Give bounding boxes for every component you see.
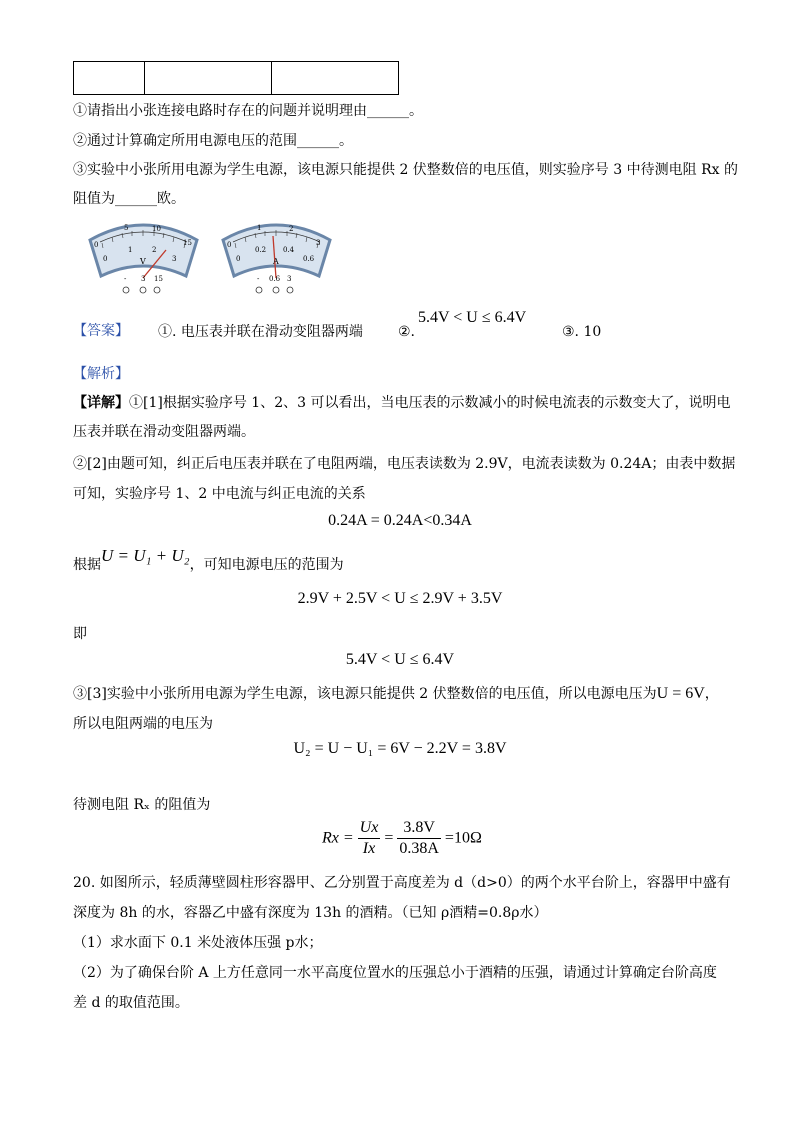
table-cell	[74, 62, 145, 95]
svg-text:0: 0	[94, 241, 99, 249]
voltmeter-dial	[90, 225, 197, 276]
svg-text:3: 3	[172, 255, 177, 263]
equation-2: 2.9V + 2.5V < U ≤ 2.9V + 3.5V	[297, 590, 503, 607]
detail-line1: 【详解】①[1]根据实验序号 1、2、3 可以看出，当电压表的示数减小的时候电流表的示数变大了，说明电	[73, 395, 731, 411]
equation-5: Rx = $\frac{Ux}{Ix}$ = $\frac{3.8V}{0.38A}$ =10Ω	[322, 819, 482, 857]
question-2: ②通过计算确定所用电源电压的范围______。	[73, 133, 353, 149]
svg-text:1: 1	[257, 224, 262, 232]
answer-2-label: ②.	[398, 324, 416, 340]
table-cell	[272, 62, 399, 95]
svg-text:15: 15	[183, 239, 192, 247]
equation-3: 5.4V < U ≤ 6.4V	[345, 651, 455, 668]
analysis-label: 【解析】	[73, 366, 129, 382]
q20-line2: 深度为 8h 的水，容器乙中盛有深度为 13h 的酒精。（已知 ρ酒精=0.8ρ水）	[73, 905, 548, 921]
para3: 根据U = U₁ + U₂，可知电源电压的范围为	[73, 546, 344, 573]
ammeter-unit: A	[273, 257, 279, 266]
answer-3: ③. 10	[562, 324, 602, 340]
q20-line1: 20. 如图所示，轻质薄壁圆柱形容器甲、乙分别置于高度差为 d（d>0）的两个水平台阶上，容器甲中盛有	[73, 875, 731, 891]
fraction-values: $\frac{3.8V}{0.38A}$	[399, 819, 439, 857]
svg-text:0: 0	[227, 241, 232, 249]
voltmeter-unit: V	[140, 257, 146, 266]
formula-u-sum: U = U₁ + U₂	[101, 546, 190, 565]
svg-text:0.2: 0.2	[255, 246, 267, 254]
svg-text:3: 3	[141, 275, 146, 283]
ammeter-figure	[219, 218, 334, 296]
svg-text:0.4: 0.4	[283, 246, 295, 254]
svg-text:-: -	[124, 275, 127, 283]
svg-text:1: 1	[128, 246, 133, 254]
svg-text:15: 15	[154, 275, 163, 283]
table-cell	[145, 62, 272, 95]
para4-line2: 所以电阻两端的电压为	[73, 716, 213, 732]
question-1: ①请指出小张连接电路时存在的问题并说明理由______。	[73, 103, 423, 119]
formula-u-6v: U = 6V	[656, 685, 705, 702]
ammeter-dial	[223, 225, 330, 276]
svg-text:10: 10	[152, 225, 161, 233]
svg-text:-: -	[257, 275, 260, 283]
answer-2-math: 5.4V < U ≤ 6.4V	[418, 309, 527, 326]
ji-label: 即	[73, 626, 87, 642]
equation-4: U₂ = U − U₁ = 6V − 2.2V = 3.8V	[293, 740, 507, 757]
para5: 待测电阻 Rₓ 的阻值为	[73, 797, 211, 813]
para2-line1: ②[2]由题可知，纠正后电压表并联在了电阻两端，电压表读数为 2.9V，电流表读数为 0.24A；由表中数据	[73, 456, 736, 472]
svg-text:2: 2	[152, 246, 157, 254]
svg-text:0: 0	[103, 255, 108, 263]
para4-line1: ③[3]实验中小张所用电源为学生电源，该电源只能提供 2 伏整数倍的电压值，所以电源电压为U = 6V，	[73, 685, 719, 702]
question-3-line2: 阻值为______欧。	[73, 191, 185, 207]
answer-1: ①. 电压表并联在滑动变阻器两端	[158, 324, 363, 340]
q20-part2-line2: 差 d 的取值范围。	[73, 995, 189, 1011]
svg-text:3: 3	[287, 275, 292, 283]
q20-part1: （1）求水面下 0.1 米处液体压强 p水；	[73, 935, 323, 951]
svg-text:3: 3	[316, 239, 321, 247]
equation-1: 0.24A = 0.24A<0.34A	[328, 512, 472, 529]
svg-text:0: 0	[236, 255, 241, 263]
voltmeter-figure	[86, 218, 201, 296]
data-table-fragment	[73, 61, 399, 95]
svg-text:0.6: 0.6	[303, 255, 315, 263]
q20-part2-line1: （2）为了确保台阶 A 上方任意同一水平高度位置水的压强总小于酒精的压强，请通过计算确定台阶高度	[73, 965, 717, 981]
svg-text:0.6: 0.6	[269, 275, 281, 283]
detail-label: 【详解】	[73, 395, 129, 411]
detail-line2: 压表并联在滑动变阻器两端。	[73, 424, 255, 440]
answer-label: 【答案】	[73, 323, 129, 339]
svg-text:5: 5	[124, 224, 129, 232]
question-3-line1: ③实验中小张所用电源为学生电源，该电源只能提供 2 伏整数倍的电压值，则实验序号 3 中待测电阻 Rx 的	[73, 162, 738, 178]
fraction-ux-ix: $\frac{Ux}{Ix}$	[359, 819, 379, 857]
para2-line2: 可知，实验序号 1、2 中电流与纠正电流的关系	[73, 486, 366, 502]
svg-text:2: 2	[289, 225, 294, 233]
